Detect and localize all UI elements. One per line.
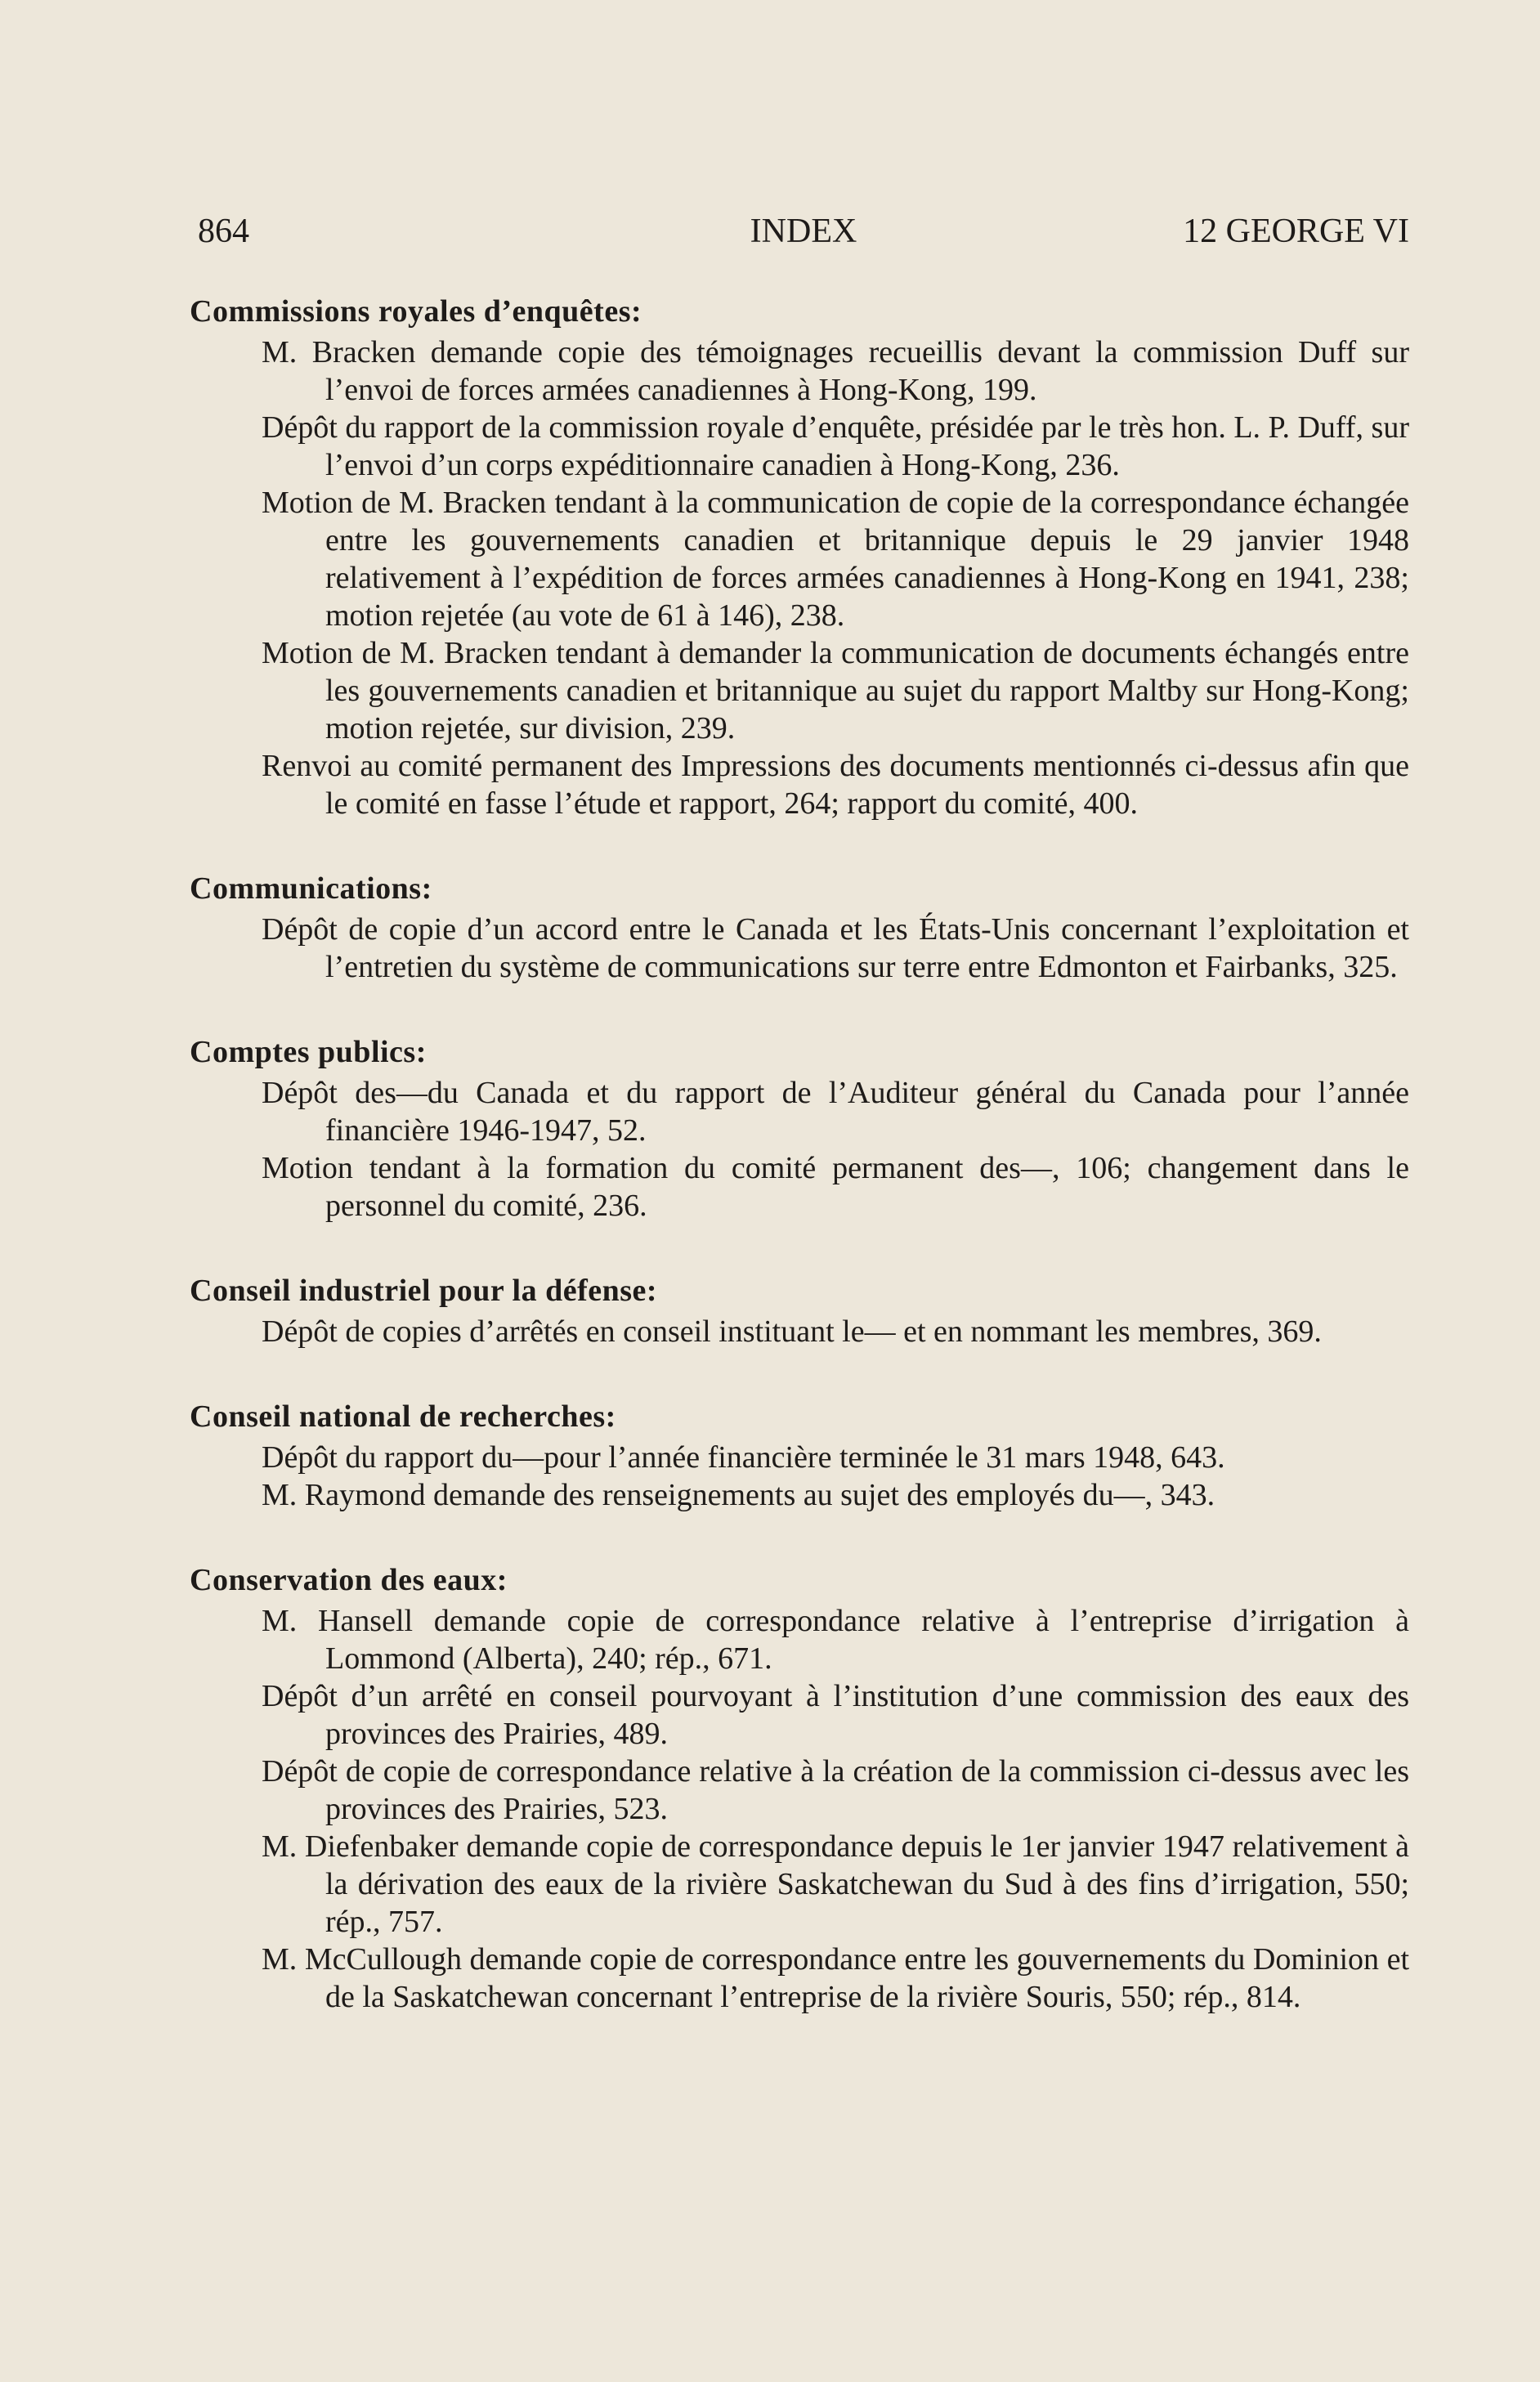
index-entry: Dépôt du rapport du—pour l’année financière terminée le 31 mars 1948, 643. [262,1440,1225,1475]
index-content [190,293,1409,2063]
section-heading: Conseil national de recherches: [190,1399,616,1434]
index-entry: M. Diefenbaker demande copie de correspondance depuis le 1er janvier 1947 relativement à la dérivation des eaux de la rivière Saskatchewan du Sud à des fins d’irrigation, 550; rép., 757. [262,1829,1409,1939]
index-entry: Dépôt d’un arrêté en conseil pourvoyant à l’institution d’une commission des eaux des provinces des Prairies, 489. [262,1679,1409,1751]
index-entry: M. Bracken demande copie des témoignages recueillis devant la commission Duff sur l’envoi de forces armées canadiennes à Hong-Kong, 199. [262,335,1409,407]
index-entry: Dépôt de copies d’arrêtés en conseil instituant le— et en nommant les membres, 369. [262,1314,1322,1349]
index-entry: Motion tendant à la formation du comité permanent des—, 106; changement dans le personnel du comité, 236. [262,1151,1409,1223]
index-entry: Dépôt de copie de correspondance relative à la création de la commission ci-dessus avec les provinces des Prairies, 523. [262,1754,1409,1826]
section-heading: Conseil industriel pour la défense: [190,1274,658,1308]
section-heading: Comptes publics: [190,1035,427,1069]
index-entry: Motion de M. Bracken tendant à la communication de copie de la correspondance échangée entre les gouvernements canadien et britannique depuis le 29 janvier 1948 relativement à l’expédition de forces armées canadiennes à Hong-Kong en 1941, 238; motion rejetée (au vote de 61 à 146), 238. [262,486,1409,633]
index-section [190,870,1409,986]
index-section [190,1033,1409,1225]
index-entry: M. Raymond demande des renseignements au sujet des employés du—, 343. [262,1478,1215,1512]
index-entry: Dépôt de copie d’un accord entre le Canada et les États-Unis concernant l’exploitation et l’entretien du système de communications sur terre entre Edmonton et Fairbanks, 325. [262,912,1409,984]
index-section [190,1398,1409,1514]
running-header [198,207,1409,256]
section-heading: Conservation des eaux: [190,1563,508,1597]
page-number: 864 [198,213,249,250]
index-section [190,1272,1409,1350]
index-entry: Dépôt des—du Canada et du rapport de l’Auditeur général du Canada pour l’année financière 1946-1947, 52. [262,1076,1409,1148]
index-entry: M. Hansell demande copie de correspondance relative à l’entreprise d’irrigation à Lommond (Alberta), 240; rép., 671. [262,1604,1409,1676]
index-entry: M. McCullough demande copie de correspondance entre les gouvernements du Dominion et de la Saskatchewan concernant l’entreprise de la rivière Souris, 550; rép., 814. [262,1942,1409,2014]
regnal-year: 12 GEORGE VI [1183,213,1409,250]
index-section [190,293,1409,822]
index-entry: Dépôt du rapport de la commission royale d’enquête, présidée par le très hon. L. P. Duff, sur l’envoi d’un corps expéditionnaire canadien à Hong-Kong, 236. [262,410,1409,482]
index-entry: Renvoi au comité permanent des Impressions des documents mentionnés ci-dessus afin que le comité en fasse l’étude et rapport, 264; rapport du comité, 400. [262,749,1409,821]
index-entry: Motion de M. Bracken tendant à demander la communication de documents échangés entre les gouvernements canadien et britannique au sujet du rapport Maltby sur Hong-Kong; motion rejetée, sur division, 239. [262,636,1409,745]
page-title: INDEX [750,213,857,250]
section-heading: Commissions royales d’enquêtes: [190,294,642,329]
section-heading: Communications: [190,871,432,906]
index-section [190,1561,1409,2016]
